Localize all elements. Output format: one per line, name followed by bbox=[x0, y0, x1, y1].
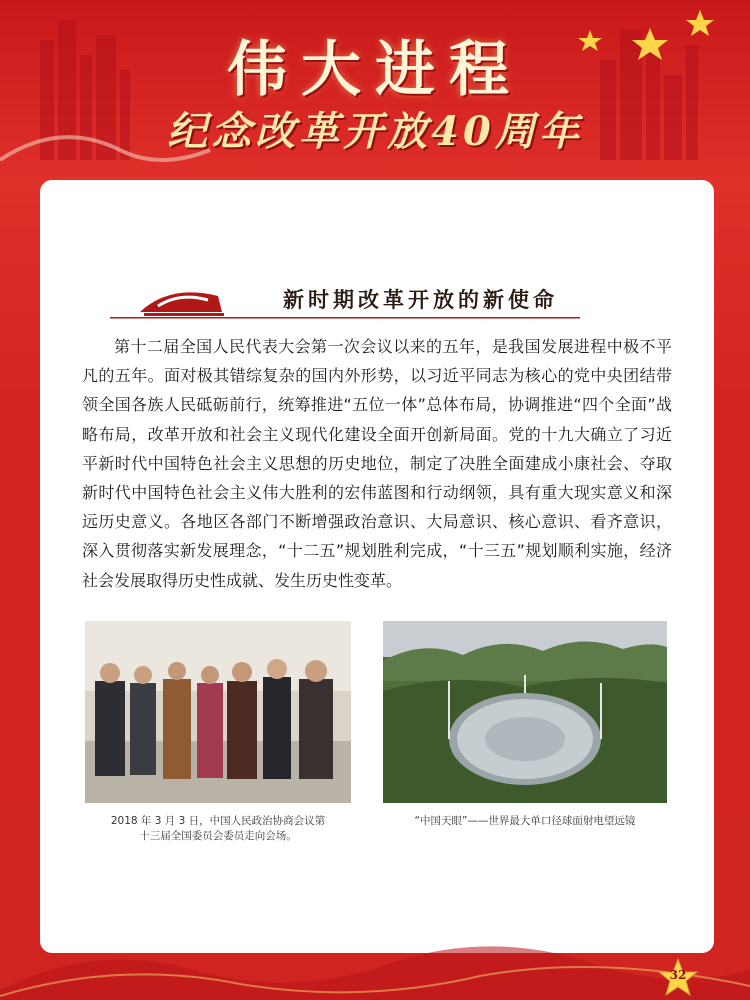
page-number-badge bbox=[658, 958, 698, 996]
body-paragraph: 第十二届全国人民代表大会第一次会议以来的五年，是我国发展进程中极不平凡的五年。面对极其错综复杂的国内外形势，以习近平同志为核心的党中央团结带领全国各族人民砥砺前行，统筹推进“五位一体”总体布局，协调推进“四个全面”战略布局，改革开放和社会主义现代化建设全面开创新局面。党的十九大确立了习近平新时代中国特色社会主义思想的历史地位，制定了决胜全面建成小康社会、夺取新时代中国特色社会主义伟大胜利的宏伟蓝图和行动纲领，具有重大现实意义和深远历史意义。各地区各部门不断增强政治意识、大局意识、核心意识、看齐意识，深入贯彻落实新发展理念，“十二五”规划胜利完成，“十三五”规划顺利实施，经济社会发展取得历史性成就、发生历史性变革。 bbox=[82, 337, 672, 590]
telescope-photo-caption bbox=[383, 814, 667, 829]
delegates-photo-caption bbox=[85, 814, 351, 844]
train-icon bbox=[140, 292, 224, 316]
caption-line: “中国天眼”——世界最大单口径球面射电望远镜 bbox=[414, 815, 636, 827]
caption-line: 2018 年 3 月 3 日，中国人民政治协商会议第 bbox=[110, 815, 326, 827]
page-title: 伟大进程 bbox=[227, 35, 523, 105]
section-title: 新时期改革开放的新使命 bbox=[283, 287, 558, 312]
delegates-photo bbox=[85, 621, 351, 803]
page-subtitle: 纪念改革开放40周年 bbox=[167, 108, 583, 155]
great-wall-decoration bbox=[0, 920, 750, 1000]
fast-telescope-photo bbox=[383, 621, 667, 803]
page-number: 32 bbox=[669, 968, 687, 982]
caption-line: 十三届全国委员会委员走向会场。 bbox=[139, 830, 297, 842]
